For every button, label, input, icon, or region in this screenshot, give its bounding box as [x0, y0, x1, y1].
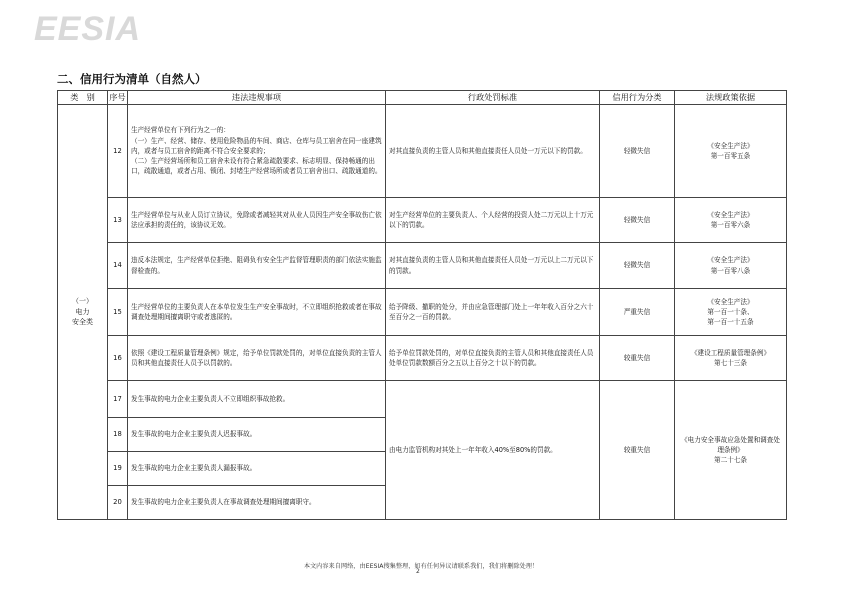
category-cell: （一） 电力 安全类: [58, 105, 108, 520]
seq-cell: 17: [108, 381, 128, 418]
eesia-logo: EESIA: [34, 10, 142, 48]
penalty-cell-merged: 由电力监管机构对其处上一年年收入40%至80%的罚款。: [386, 381, 600, 520]
basis-cell: 《安全生产法》 第一百零八条: [675, 243, 787, 289]
violation-cell: 违反本法规定，生产经营单位拒绝、阻碍负有安全生产监督管理职责的部门依法实施监督检查的。: [128, 243, 386, 289]
table-row: [58, 105, 787, 198]
section-heading: 二、信用行为清单（自然人）: [57, 72, 207, 86]
table-row: [58, 289, 787, 336]
page-number: 2: [416, 568, 420, 575]
penalty-cell: 对生产经营单位的主要负责人、个人经营的投资人处二万元以上十万元以下的罚款。: [386, 198, 600, 243]
footer-disclaimer: 本文内容来自网络，由EESIA搜集整理，如有任何异议请联系我们，我们将删除处理！: [303, 563, 539, 570]
basis-cell: 《安全生产法》 第一百零五条: [675, 105, 787, 198]
penalty-cell: 对其直接负责的主管人员和其他直接责任人员处一万元以下的罚款。: [386, 105, 600, 198]
seq-cell: 16: [108, 336, 128, 381]
basis-cell: 《安全生产法》 第一百一十条、 第一百一十五条: [675, 289, 787, 336]
basis-cell: 《建设工程质量管理条例》 第七十三条: [675, 336, 787, 381]
credit-behavior-table: [57, 90, 787, 520]
basis-cell-merged: 《电力安全事故应急处置和调查处理条例》 第二十七条: [675, 381, 787, 520]
header-penalty: 行政处罚标准: [386, 91, 600, 105]
credit-class-cell: 严重失信: [600, 289, 675, 336]
table-header-row: [58, 91, 787, 105]
violation-cell: 发生事故的电力企业主要负责人不立即组织事故抢救。: [128, 381, 386, 418]
seq-cell: 13: [108, 198, 128, 243]
violation-cell: 生产经营单位有下列行为之一的： （一）生产、经营、储存、使用危险物品的车间、商店、仓库与员工宿舍在同一座建筑内，或者与员工宿舍的距离不符合安全要求的； （二）生产经营场所和员工宿舍未设有符合紧急疏散要求、标志明显、保持畅通的出口，疏散通道，或者占用、锁闭、封堵生产经营场所或者员工宿舍出口、疏散通道的。: [128, 105, 386, 198]
table-row: [58, 381, 787, 418]
seq-cell: 14: [108, 243, 128, 289]
violation-cell: 生产经营单位的主要负责人在本单位发生生产安全事故时，不立即组织抢救或者在事故调查处理期间擅离职守或者逃匿的。: [128, 289, 386, 336]
seq-cell: 15: [108, 289, 128, 336]
violation-cell: 发生事故的电力企业主要负责人漏报事故。: [128, 452, 386, 486]
penalty-cell: 对其直接负责的主管人员和其他直接责任人员处一万元以上二万元以下的罚款。: [386, 243, 600, 289]
header-credit-class: 信用行为分类: [600, 91, 675, 105]
table-row: [58, 198, 787, 243]
header-violation: 违法违规事项: [128, 91, 386, 105]
table-row: [58, 336, 787, 381]
header-basis: 法规政策依据: [675, 91, 787, 105]
credit-class-cell: 轻微失信: [600, 243, 675, 289]
violation-cell: 发生事故的电力企业主要负责人迟报事故。: [128, 418, 386, 452]
table-row: [58, 243, 787, 289]
header-seq: 序号: [108, 91, 128, 105]
penalty-cell: 给予单位罚款处罚的，对单位直接负责的主管人员和其他直接责任人员处单位罚款数额百分之五以上百分之十以下的罚款。: [386, 336, 600, 381]
header-category: 类 别: [58, 91, 108, 105]
violation-cell: 依照《建设工程质量管理条例》规定，给予单位罚款处罚的，对单位直接负责的主管人员和其他直接责任人员予以罚款的。: [128, 336, 386, 381]
credit-class-cell-merged: 较重失信: [600, 381, 675, 520]
penalty-cell: 给予降级、撤职的处分，并由应急管理部门处上一年年收入百分之六十至百分之一百的罚款。: [386, 289, 600, 336]
seq-cell: 18: [108, 418, 128, 452]
seq-cell: 19: [108, 452, 128, 486]
seq-cell: 12: [108, 105, 128, 198]
seq-cell: 20: [108, 486, 128, 520]
violation-cell: 发生事故的电力企业主要负责人在事故调查处理期间擅离职守。: [128, 486, 386, 520]
credit-class-cell: 较重失信: [600, 336, 675, 381]
credit-class-cell: 轻微失信: [600, 105, 675, 198]
violation-cell: 生产经营单位与从业人员订立协议，免除或者减轻其对从业人员因生产安全事故伤亡依法应承担的责任的，该协议无效。: [128, 198, 386, 243]
credit-class-cell: 轻微失信: [600, 198, 675, 243]
basis-cell: 《安全生产法》 第一百零六条: [675, 198, 787, 243]
